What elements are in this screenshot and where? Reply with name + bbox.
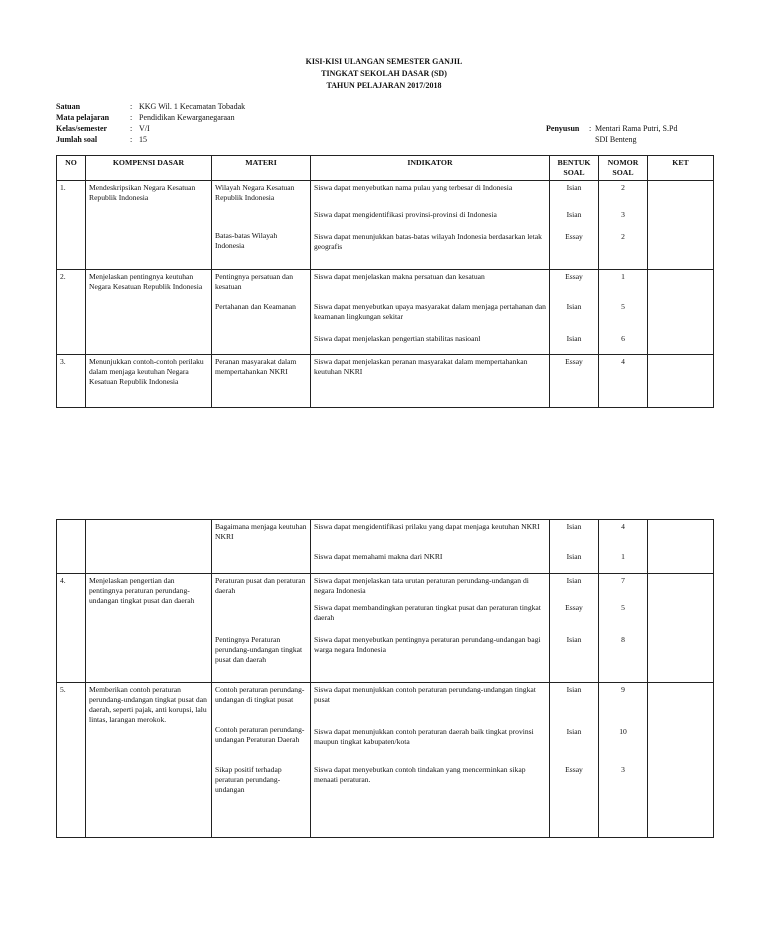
- row-nomor: 4 1: [599, 520, 648, 574]
- col-materi: MATERI: [212, 156, 311, 181]
- row-materi: Wilayah Negara Kesatuan Republik Indonesia Batas-batas Wilayah Indonesia: [212, 181, 311, 270]
- row-bentuk: Isian Essay Isian: [550, 574, 599, 683]
- row-indikator: Siswa dapat menjelaskan tata urutan peraturan perundang-undangan di negara Indonesia Siswa dapat membandingkan peraturan tingkat pusat dan peraturan tingkat daerah Siswa dapat menyebutkan pentingnya peraturan perundang-undangan bagi warga negara Indonesia: [311, 574, 550, 683]
- jumlah-value: 15: [139, 135, 147, 144]
- col-bentuk: BENTUK SOAL: [550, 156, 599, 181]
- table-header-row: [57, 156, 714, 181]
- table-row: [57, 520, 714, 574]
- penyusun-colon: :: [589, 124, 592, 133]
- row-indikator: Siswa dapat mengidentifikasi prilaku yang dapat menjaga keutuhan NKRI Siswa dapat memahami makna dari NKRI: [311, 520, 550, 574]
- doc-title-line1: KISI-KISI ULANGAN SEMESTER GANJIL: [305, 57, 463, 66]
- row-bentuk: Essay: [550, 355, 599, 408]
- row-kd: Memberikan contoh peraturan perundang-undangan tingkat pusat dan daerah, seperti pajak, anti korupsi, lalu lintas, larangan merokok.: [86, 683, 212, 838]
- row-nomor: 9 10 3: [599, 683, 648, 838]
- col-kd: KOMPENSI DASAR: [86, 156, 212, 181]
- row-kd: Menjelaskan pengertian dan pentingnya peraturan perundang-undangan tingkat pusat dan daerah: [86, 574, 212, 683]
- kelas-value: V/I: [139, 124, 150, 133]
- jumlah-label: Jumlah soal: [56, 135, 98, 144]
- row-indikator: Siswa dapat menjelaskan peranan masyarakat dalam mempertahankan keutuhan NKRI: [311, 355, 550, 408]
- row-indikator: Siswa dapat menyebutkan nama pulau yang terbesar di Indonesia Siswa dapat mengidentifikasi provinsi-provinsi di Indonesia Siswa dapat menunjukkan batas-batas wilayah Indonesia berdasarkan letak geografis: [311, 181, 550, 270]
- row-no: 4.: [57, 574, 86, 683]
- row-no: 1.: [57, 181, 86, 270]
- mapel-label: Mata pelajaran: [56, 113, 110, 122]
- satuan-label: Satuan: [56, 102, 81, 111]
- row-indikator: Siswa dapat menunjukkan contoh peraturan perundang-undangan tingkat pusat Siswa dapat menunjukkan contoh peraturan daerah baik tingkat provinsi maupun tingkat kabupaten/kota Siswa dapat menyebutkan contoh tindakan yang mencerminkan sikap menaati peraturan.: [311, 683, 550, 838]
- satuan-colon: :: [130, 102, 133, 111]
- penyusun-value: Mentari Rama Putri, S.Pd: [595, 124, 678, 133]
- row-ket: [648, 520, 714, 574]
- row-ket: [648, 574, 714, 683]
- col-ket: KET: [648, 156, 714, 181]
- table-row: [57, 270, 714, 355]
- kisi-kisi-table-part1: [56, 155, 714, 408]
- row-kd: Mendeskripsikan Negara Kesatuan Republik Indonesia: [86, 181, 212, 270]
- row-materi: Bagaimana menjaga keutuhan NKRI: [212, 520, 311, 574]
- row-kd: [86, 520, 212, 574]
- school-value: SDI Benteng: [595, 135, 637, 144]
- table-row: [57, 355, 714, 408]
- row-bentuk: Isian Isian: [550, 520, 599, 574]
- doc-title-line3: TAHUN PELAJARAN 2017/2018: [326, 81, 442, 90]
- row-no: 2.: [57, 270, 86, 355]
- row-no: [57, 520, 86, 574]
- satuan-value: KKG Wil. 1 Kecamatan Tobadak: [139, 102, 246, 111]
- mapel-value: Pendidikan Kewarganegaraan: [139, 113, 235, 122]
- row-nomor: 1 5 6: [599, 270, 648, 355]
- kelas-label: Kelas/semester: [56, 124, 108, 133]
- kisi-kisi-table-part2: [56, 519, 714, 838]
- row-bentuk: Isian Isian Essay: [550, 181, 599, 270]
- row-ket: [648, 355, 714, 408]
- row-materi: Peranan masyarakat dalam mempertahankan NKRI: [212, 355, 311, 408]
- row-materi: Peraturan pusat dan peraturan daerah Pentingnya Peraturan perundang-undangan tingkat pusat dan daerah: [212, 574, 311, 683]
- row-kd: Menunjukkan contoh-contoh perilaku dalam menjaga keutuhan Negara Kesatuan Republik Indonesia: [86, 355, 212, 408]
- row-materi: Contoh peraturan perundang-undangan di tingkat pusat Contoh peraturan perundang-undangan Peraturan Daerah Sikap positif terhadap peraturan perundang-undangan: [212, 683, 311, 838]
- row-materi: Pentingnya persatuan dan kesatuan Pertahanan dan Keamanan: [212, 270, 311, 355]
- table-row: [57, 181, 714, 270]
- jumlah-colon: :: [130, 135, 133, 144]
- row-nomor: 2 3 2: [599, 181, 648, 270]
- col-no: NO: [57, 156, 86, 181]
- row-nomor: 4: [599, 355, 648, 408]
- kelas-colon: :: [130, 124, 133, 133]
- row-nomor: 7 5 8: [599, 574, 648, 683]
- col-nomor: NOMOR SOAL: [599, 156, 648, 181]
- row-bentuk: Isian Isian Essay: [550, 683, 599, 838]
- row-indikator: Siswa dapat menjelaskan makna persatuan dan kesatuan Siswa dapat menyebutkan upaya masyarakat dalam menjaga pertahanan dan keamanan lingkungan sekitar Siswa dapat menjelaskan pengertian stabilitas nasioanl: [311, 270, 550, 355]
- penyusun-label: Penyusun: [546, 124, 580, 133]
- row-ket: [648, 270, 714, 355]
- row-ket: [648, 181, 714, 270]
- table-row: [57, 574, 714, 683]
- row-bentuk: Essay Isian Isian: [550, 270, 599, 355]
- col-indikator: INDIKATOR: [311, 156, 550, 181]
- row-no: 5.: [57, 683, 86, 838]
- row-ket: [648, 683, 714, 838]
- row-no: 3.: [57, 355, 86, 408]
- mapel-colon: :: [130, 113, 133, 122]
- doc-title-line2: TINGKAT SEKOLAH DASAR (SD): [321, 69, 447, 78]
- row-kd: Menjelaskan pentingnya keutuhan Negara Kesatuan Republik Indonesia: [86, 270, 212, 355]
- table-row: [57, 683, 714, 838]
